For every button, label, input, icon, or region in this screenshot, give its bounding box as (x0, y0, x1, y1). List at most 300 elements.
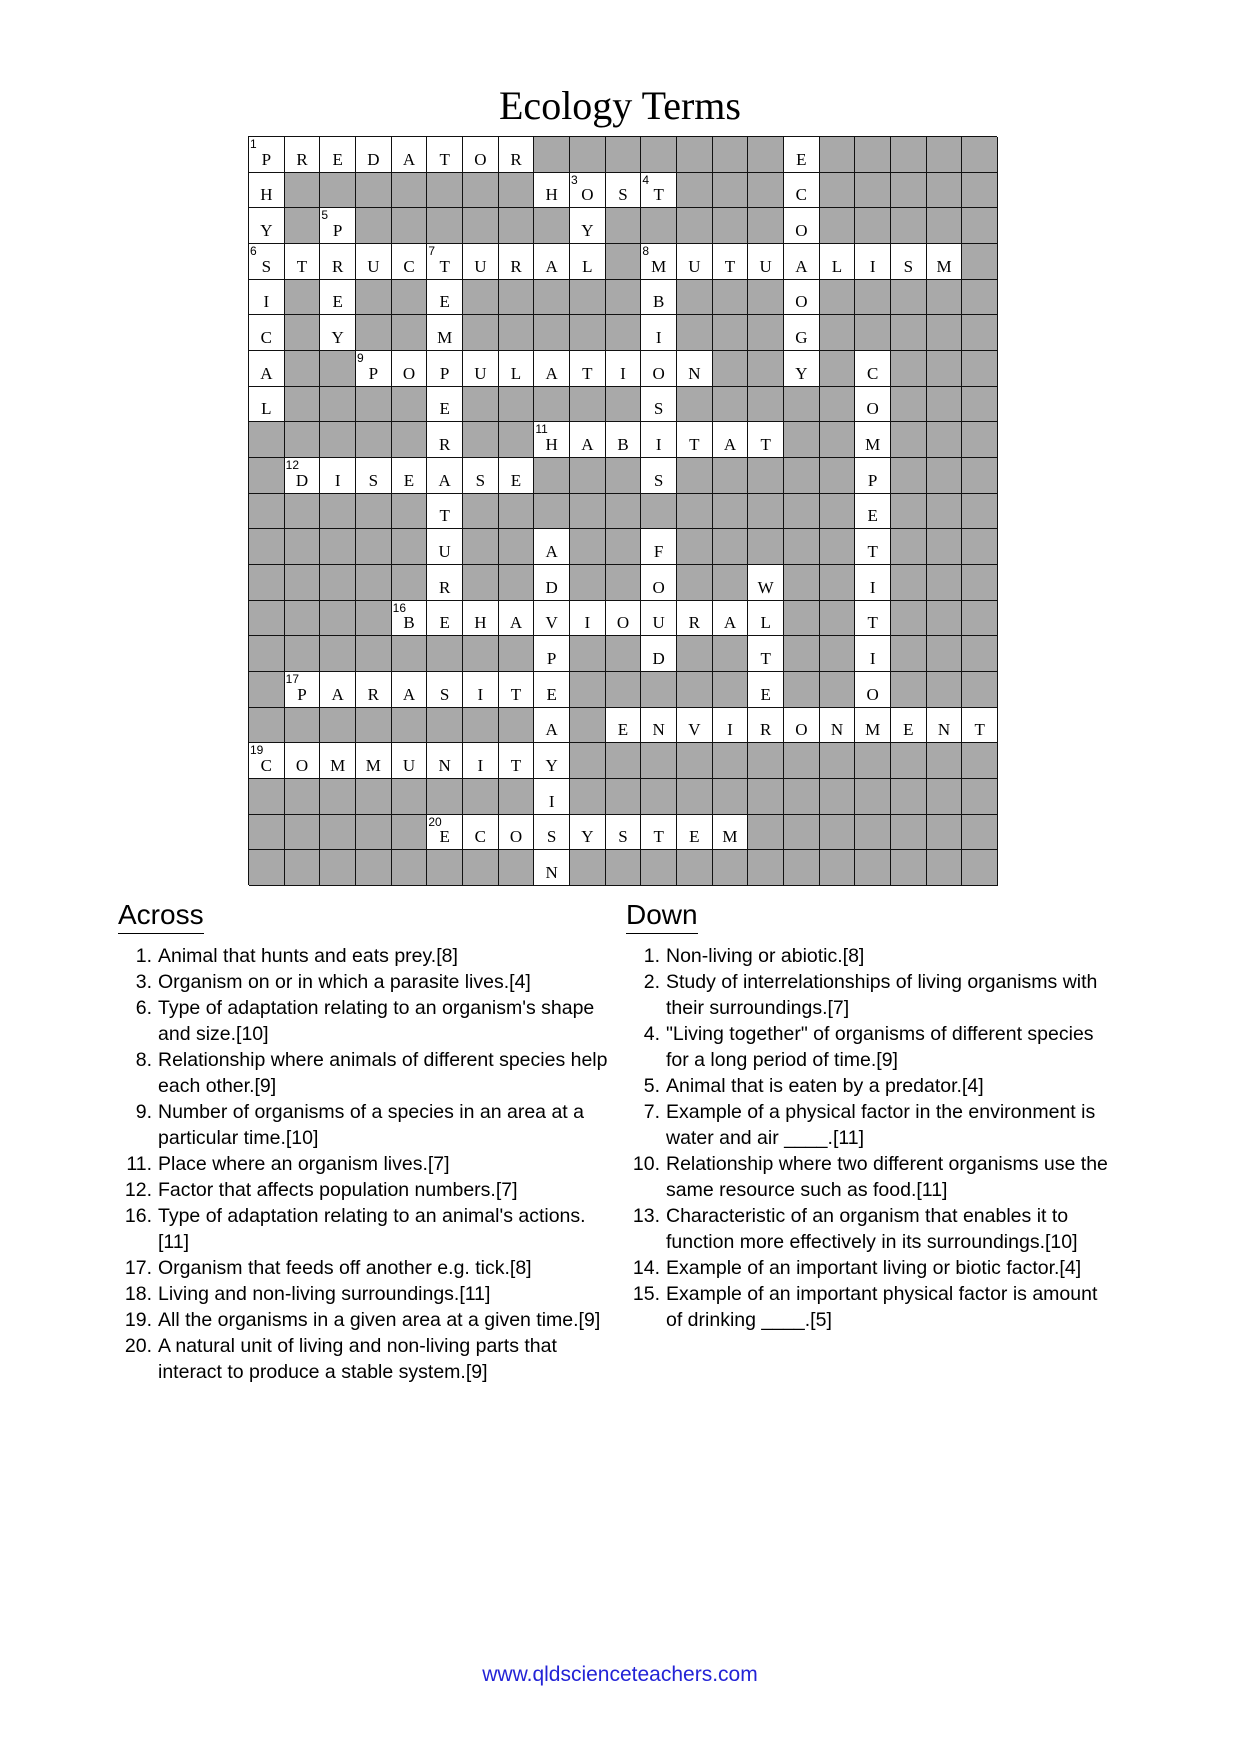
grid-cell[interactable] (534, 351, 570, 387)
cell-letter: I (584, 613, 591, 633)
grid-cell[interactable] (748, 565, 784, 601)
grid-cell[interactable] (463, 743, 499, 779)
cell-letter: E (617, 720, 629, 740)
grid-cell[interactable] (249, 315, 285, 351)
cell-letter: U (652, 613, 665, 633)
grid-cell[interactable] (641, 387, 677, 423)
footer-link[interactable]: www.qldscienceteachers.com (482, 1663, 758, 1686)
grid-block (570, 387, 606, 423)
grid-cell[interactable] (320, 208, 356, 244)
grid-block (784, 387, 820, 423)
grid-cell[interactable] (499, 244, 535, 280)
grid-block (677, 494, 713, 530)
clue-number: 5 (321, 208, 329, 223)
grid-cell[interactable] (356, 351, 392, 387)
grid-cell[interactable] (356, 137, 392, 173)
cell-letter: T (760, 434, 771, 454)
cell-letter: V (688, 720, 701, 740)
grid-cell[interactable] (784, 315, 820, 351)
cell-letter: S (618, 827, 628, 847)
grid-cell[interactable] (427, 422, 463, 458)
grid-block (820, 565, 856, 601)
grid-cell[interactable] (356, 743, 392, 779)
grid-block (891, 850, 927, 886)
grid-block (356, 565, 392, 601)
grid-cell[interactable] (534, 601, 570, 637)
grid-cell[interactable] (249, 280, 285, 316)
grid-cell[interactable] (641, 458, 677, 494)
grid-cell[interactable] (606, 815, 642, 851)
grid-block (499, 422, 535, 458)
clue-number: 12 (285, 458, 300, 472)
grid-cell[interactable] (249, 244, 285, 280)
grid-block (891, 422, 927, 458)
grid-cell[interactable] (427, 601, 463, 637)
grid-block (748, 458, 784, 494)
grid-cell[interactable] (570, 244, 606, 280)
grid-block (249, 672, 285, 708)
grid-cell[interactable] (463, 672, 499, 708)
grid-cell[interactable] (606, 351, 642, 387)
grid-block (784, 672, 820, 708)
grid-cell[interactable] (249, 208, 285, 244)
down-clue (626, 1151, 1116, 1203)
grid-cell[interactable] (855, 494, 891, 530)
grid-cell[interactable] (463, 137, 499, 173)
grid-cell[interactable] (427, 280, 463, 316)
grid-block (962, 494, 998, 530)
grid-block (713, 672, 749, 708)
grid-cell[interactable] (927, 708, 963, 744)
grid-cell[interactable] (320, 743, 356, 779)
grid-cell[interactable] (499, 815, 535, 851)
clue-text: Organism on or in which a parasite lives.[4] (158, 971, 531, 993)
grid-cell[interactable] (677, 244, 713, 280)
grid-cell[interactable] (392, 458, 428, 494)
grid-block (427, 850, 463, 886)
grid-cell[interactable] (855, 601, 891, 637)
cell-letter: P (439, 363, 450, 383)
grid-block (249, 494, 285, 530)
cell-letter: H (545, 185, 558, 205)
grid-block (641, 137, 677, 173)
grid-cell[interactable] (927, 244, 963, 280)
grid-cell[interactable] (570, 351, 606, 387)
grid-cell[interactable] (392, 137, 428, 173)
grid-cell[interactable] (534, 850, 570, 886)
grid-cell[interactable] (534, 636, 570, 672)
grid-cell[interactable] (677, 815, 713, 851)
grid-cell[interactable] (534, 565, 570, 601)
grid-cell[interactable] (641, 815, 677, 851)
grid-block (748, 173, 784, 209)
grid-cell[interactable] (320, 672, 356, 708)
grid-block (570, 779, 606, 815)
grid-cell[interactable] (534, 743, 570, 779)
grid-cell[interactable] (677, 422, 713, 458)
cell-letter: U (438, 541, 451, 561)
clue-number: 17 (285, 672, 300, 686)
grid-cell[interactable] (641, 529, 677, 565)
grid-cell[interactable] (713, 422, 749, 458)
grid-cell[interactable] (427, 137, 463, 173)
grid-cell[interactable] (855, 422, 891, 458)
grid-block (606, 850, 642, 886)
grid-block (285, 529, 321, 565)
grid-cell[interactable] (641, 280, 677, 316)
grid-block (641, 494, 677, 530)
grid-cell[interactable] (748, 636, 784, 672)
cell-letter: E (689, 827, 700, 847)
grid-block (713, 743, 749, 779)
grid-block (784, 422, 820, 458)
across-clue (118, 995, 608, 1047)
grid-cell[interactable] (855, 672, 891, 708)
clue-number: 8 (642, 244, 650, 258)
grid-block (641, 779, 677, 815)
grid-cell[interactable] (499, 672, 535, 708)
grid-cell[interactable] (962, 708, 998, 744)
grid-cell[interactable] (570, 173, 606, 209)
cell-letter: M (651, 256, 667, 276)
grid-cell[interactable] (641, 351, 677, 387)
grid-cell[interactable] (463, 815, 499, 851)
clue-text: Place where an organism lives.[7] (158, 1153, 450, 1175)
grid-cell[interactable] (427, 815, 463, 851)
grid-cell[interactable] (855, 387, 891, 423)
grid-block (927, 458, 963, 494)
grid-cell[interactable] (249, 743, 285, 779)
grid-cell[interactable] (570, 208, 606, 244)
grid-cell[interactable] (784, 137, 820, 173)
cell-letter: L (261, 399, 272, 419)
grid-block (820, 601, 856, 637)
cell-letter: I (655, 434, 662, 454)
grid-block (606, 672, 642, 708)
grid-block (320, 815, 356, 851)
grid-cell[interactable] (784, 708, 820, 744)
grid-cell[interactable] (641, 636, 677, 672)
cell-letter: R (296, 149, 308, 169)
grid-cell[interactable] (427, 315, 463, 351)
cell-letter: E (867, 506, 878, 526)
grid-block (463, 280, 499, 316)
grid-cell[interactable] (320, 458, 356, 494)
cell-letter: O (795, 220, 808, 240)
cell-letter: P (546, 648, 557, 668)
cell-letter: D (652, 648, 665, 668)
cell-letter: E (760, 684, 771, 704)
grid-cell[interactable] (427, 387, 463, 423)
cell-letter: D (545, 577, 558, 597)
grid-block (320, 494, 356, 530)
grid-cell[interactable] (641, 173, 677, 209)
cell-letter: T (510, 684, 522, 704)
grid-cell[interactable] (392, 601, 428, 637)
page-title: Ecology Terms (499, 83, 741, 128)
grid-block (570, 636, 606, 672)
grid-block (392, 815, 428, 851)
grid-cell[interactable] (855, 636, 891, 672)
cell-letter: R (438, 577, 451, 597)
grid-block (927, 173, 963, 209)
grid-block (962, 315, 998, 351)
cell-letter: C (795, 185, 807, 205)
grid-cell[interactable] (463, 458, 499, 494)
grid-cell[interactable] (534, 173, 570, 209)
grid-cell[interactable] (392, 351, 428, 387)
grid-cell[interactable] (606, 422, 642, 458)
grid-cell[interactable] (748, 708, 784, 744)
grid-cell[interactable] (641, 315, 677, 351)
cell-letter: G (795, 327, 808, 347)
grid-block (748, 351, 784, 387)
down-section (626, 898, 1116, 1333)
grid-cell[interactable] (356, 244, 392, 280)
grid-cell[interactable] (784, 208, 820, 244)
grid-cell[interactable] (534, 779, 570, 815)
grid-cell[interactable] (499, 743, 535, 779)
cell-letter: I (334, 470, 341, 490)
across-clue (118, 1099, 608, 1151)
grid-block (748, 494, 784, 530)
grid-cell[interactable] (427, 458, 463, 494)
grid-cell[interactable] (320, 244, 356, 280)
down-clue (626, 969, 1116, 1021)
grid-block (962, 779, 998, 815)
grid-cell[interactable] (748, 601, 784, 637)
grid-cell[interactable] (499, 601, 535, 637)
grid-cell[interactable] (570, 815, 606, 851)
grid-block (392, 208, 428, 244)
grid-block (285, 208, 321, 244)
grid-block (820, 779, 856, 815)
grid-cell[interactable] (463, 244, 499, 280)
grid-cell[interactable] (427, 529, 463, 565)
grid-block (499, 280, 535, 316)
grid-cell[interactable] (356, 672, 392, 708)
grid-cell[interactable] (677, 601, 713, 637)
grid-block (927, 494, 963, 530)
grid-cell[interactable] (641, 565, 677, 601)
grid-cell[interactable] (820, 708, 856, 744)
grid-cell[interactable] (427, 743, 463, 779)
grid-block (891, 458, 927, 494)
grid-cell[interactable] (249, 387, 285, 423)
grid-block (962, 208, 998, 244)
grid-block (285, 850, 321, 886)
grid-cell[interactable] (285, 672, 321, 708)
grid-cell[interactable] (320, 137, 356, 173)
grid-cell[interactable] (748, 244, 784, 280)
cell-letter: A (581, 434, 594, 454)
down-clue (626, 1281, 1116, 1333)
grid-cell[interactable] (713, 244, 749, 280)
grid-block (855, 850, 891, 886)
grid-cell[interactable] (748, 422, 784, 458)
grid-cell[interactable] (534, 708, 570, 744)
cell-letter: N (830, 720, 844, 740)
grid-block (677, 565, 713, 601)
grid-cell[interactable] (463, 351, 499, 387)
cell-letter: O (652, 577, 665, 597)
cell-letter: I (869, 577, 876, 597)
cell-letter: M (722, 827, 738, 847)
clue-text: Factor that affects population numbers.[7] (158, 1179, 518, 1201)
across-clue (118, 1151, 608, 1177)
cell-letter: E (403, 470, 415, 490)
grid-cell[interactable] (427, 494, 463, 530)
cell-letter: P (368, 363, 379, 383)
grid-cell[interactable] (784, 280, 820, 316)
cell-letter: T (653, 827, 664, 847)
grid-cell[interactable] (534, 672, 570, 708)
grid-cell[interactable] (249, 173, 285, 209)
grid-block (285, 387, 321, 423)
cell-letter: O (616, 613, 630, 633)
grid-block (784, 815, 820, 851)
clue-number: 16 (392, 600, 407, 615)
grid-cell[interactable] (427, 244, 463, 280)
across-clue (118, 1177, 608, 1203)
grid-cell[interactable] (285, 244, 321, 280)
grid-cell[interactable] (249, 351, 285, 387)
grid-cell[interactable] (713, 708, 749, 744)
grid-cell[interactable] (499, 137, 535, 173)
grid-block (285, 565, 321, 601)
grid-block (606, 208, 642, 244)
grid-cell[interactable] (534, 815, 570, 851)
grid-block (784, 601, 820, 637)
clue-text: Example of an important living or biotic factor.[4] (666, 1257, 1082, 1279)
clue-num: 1. (643, 945, 660, 967)
grid-cell[interactable] (427, 672, 463, 708)
grid-cell[interactable] (891, 244, 927, 280)
grid-block (784, 458, 820, 494)
across-clue (118, 969, 608, 995)
grid-block (249, 529, 285, 565)
grid-block (927, 743, 963, 779)
grid-cell[interactable] (855, 529, 891, 565)
grid-cell[interactable] (606, 601, 642, 637)
grid-cell[interactable] (392, 672, 428, 708)
cell-letter: H (260, 185, 273, 205)
grid-cell[interactable] (534, 422, 570, 458)
cell-letter: B (617, 434, 629, 454)
grid-cell[interactable] (748, 672, 784, 708)
grid-cell[interactable] (427, 351, 463, 387)
grid-block (285, 601, 321, 637)
grid-block (320, 601, 356, 637)
grid-cell[interactable] (356, 458, 392, 494)
grid-cell[interactable] (641, 708, 677, 744)
grid-cell[interactable] (820, 244, 856, 280)
grid-cell[interactable] (606, 173, 642, 209)
grid-cell[interactable] (855, 565, 891, 601)
grid-cell[interactable] (320, 315, 356, 351)
cell-letter: A (331, 684, 344, 704)
grid-block (927, 815, 963, 851)
grid-cell[interactable] (285, 137, 321, 173)
clue-number: 20 (428, 814, 442, 829)
grid-cell[interactable] (249, 137, 285, 173)
cell-letter: A (545, 541, 558, 561)
across-section (118, 898, 608, 1385)
grid-cell[interactable] (392, 244, 428, 280)
grid-block (320, 173, 356, 209)
grid-cell[interactable] (606, 708, 642, 744)
cell-letter: P (297, 684, 307, 704)
grid-cell[interactable] (677, 708, 713, 744)
grid-block (748, 208, 784, 244)
grid-cell[interactable] (855, 351, 891, 387)
grid-cell[interactable] (285, 743, 321, 779)
grid-cell[interactable] (677, 351, 713, 387)
grid-cell[interactable] (570, 601, 606, 637)
grid-cell[interactable] (570, 422, 606, 458)
grid-cell[interactable] (463, 601, 499, 637)
grid-cell[interactable] (534, 529, 570, 565)
grid-cell[interactable] (855, 244, 891, 280)
grid-cell[interactable] (641, 601, 677, 637)
grid-block (356, 529, 392, 565)
grid-cell[interactable] (320, 280, 356, 316)
clue-num: 4. (643, 1023, 660, 1045)
grid-block (499, 850, 535, 886)
cell-letter: A (545, 720, 558, 740)
cell-letter: O (866, 399, 879, 419)
grid-cell[interactable] (784, 173, 820, 209)
grid-block (249, 779, 285, 815)
grid-cell[interactable] (392, 743, 428, 779)
grid-block (249, 601, 285, 637)
grid-cell[interactable] (285, 458, 321, 494)
grid-cell[interactable] (784, 244, 820, 280)
grid-cell[interactable] (784, 351, 820, 387)
grid-block (463, 708, 499, 744)
grid-block (927, 529, 963, 565)
grid-block (249, 422, 285, 458)
grid-block (606, 244, 642, 280)
cell-letter: C (260, 755, 272, 775)
grid-block (891, 315, 927, 351)
cell-letter: S (368, 470, 379, 490)
grid-block (677, 137, 713, 173)
grid-block (677, 850, 713, 886)
grid-block (285, 636, 321, 672)
grid-cell[interactable] (534, 244, 570, 280)
cell-letter: R (367, 684, 379, 704)
grid-cell[interactable] (641, 244, 677, 280)
grid-cell[interactable] (855, 708, 891, 744)
grid-cell[interactable] (427, 565, 463, 601)
grid-block (891, 815, 927, 851)
cell-letter: N (545, 862, 558, 882)
grid-block (677, 173, 713, 209)
grid-cell[interactable] (499, 351, 535, 387)
grid-cell[interactable] (641, 422, 677, 458)
grid-block (320, 351, 356, 387)
grid-cell[interactable] (499, 458, 535, 494)
grid-cell[interactable] (855, 458, 891, 494)
grid-cell[interactable] (713, 601, 749, 637)
grid-cell[interactable] (891, 708, 927, 744)
grid-cell[interactable] (713, 815, 749, 851)
clue-number: 4 (642, 172, 650, 187)
grid-block (570, 315, 606, 351)
grid-block (499, 208, 535, 244)
grid-block (606, 529, 642, 565)
